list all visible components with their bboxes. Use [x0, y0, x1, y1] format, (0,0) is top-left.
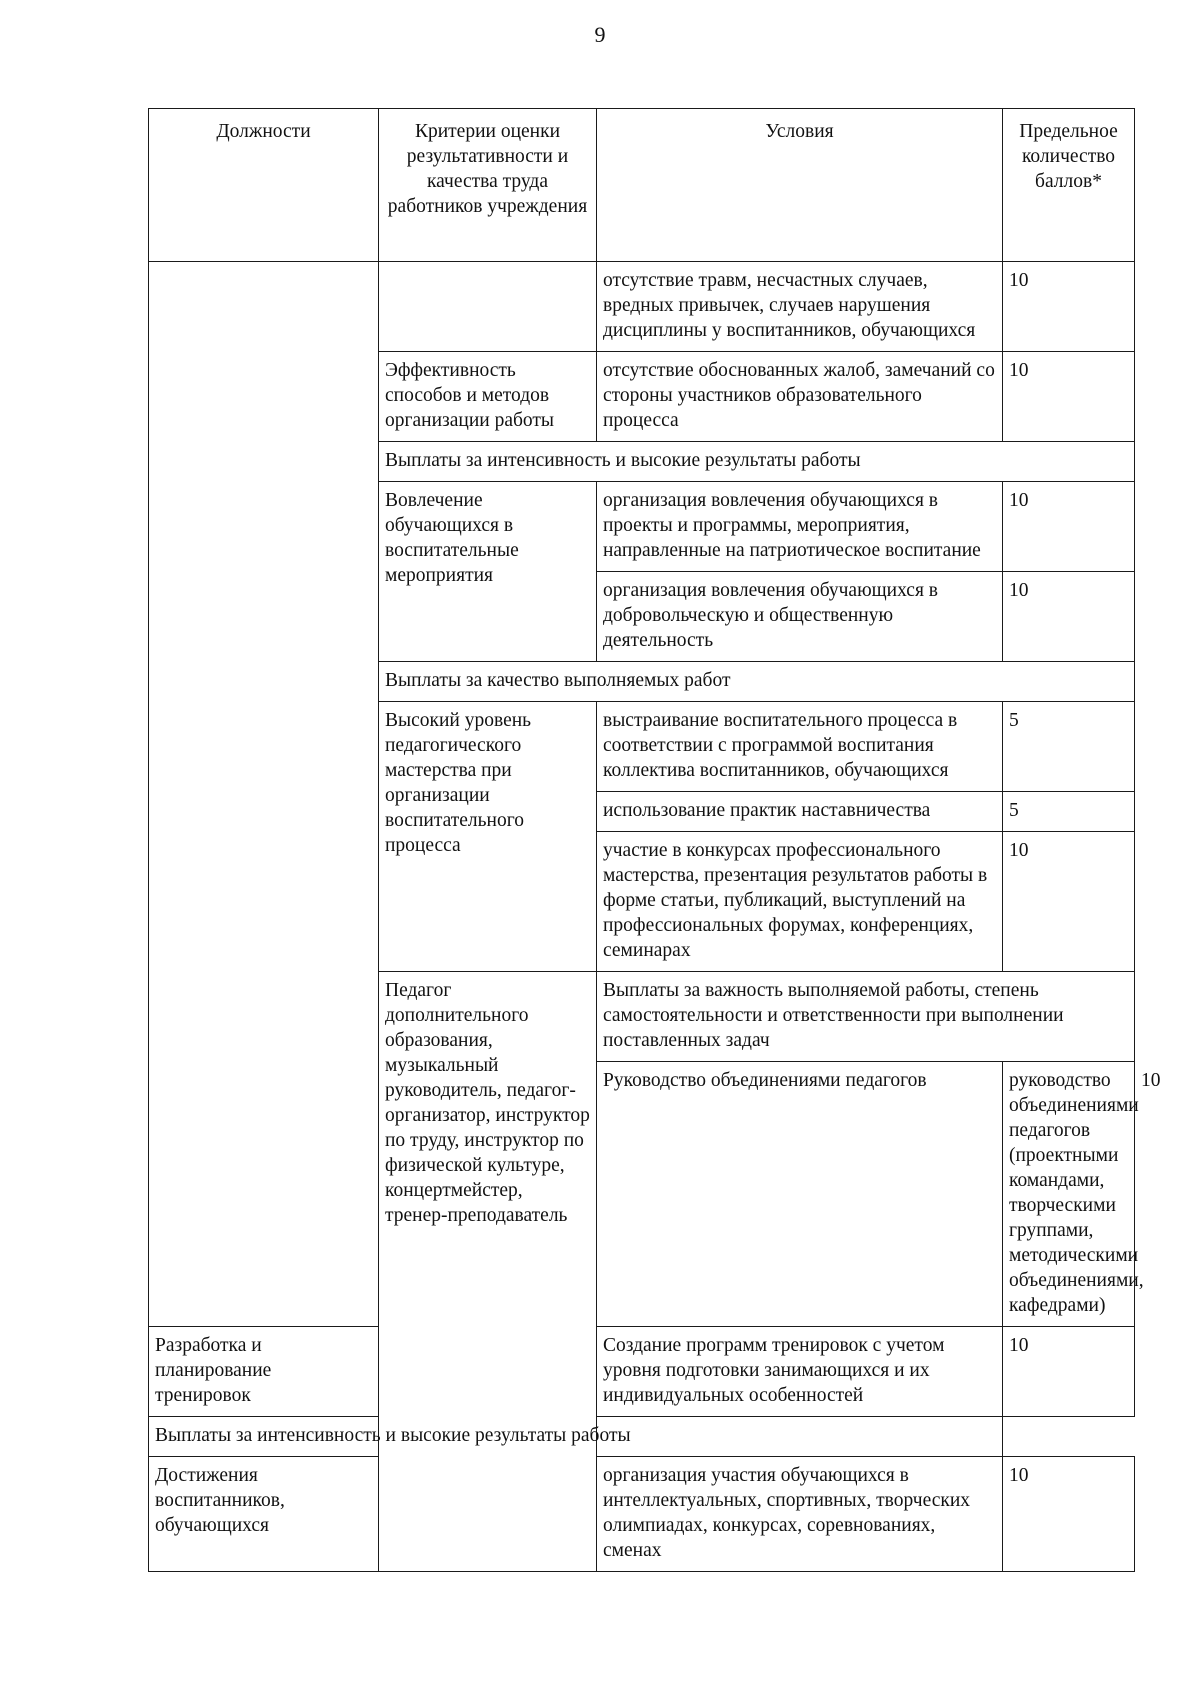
points-cell: 5	[1003, 792, 1135, 832]
table-row: Руководство объединениями педагогов руководство объединениями педагогов (проектными командами, творческими группами, методическими объединениями, кафедрами) 10	[149, 1062, 1135, 1327]
header-position: Должности	[149, 109, 379, 262]
position-cell: Педагог дополнительного образования, музыкальный руководитель, педагог-организатор, инструктор по труду, инструктор по физической культуре, концертмейстер, тренер-преподаватель	[379, 972, 597, 1572]
table-row	[149, 1327, 1135, 1417]
criterion-cell-empty	[379, 262, 597, 352]
position-cell-empty	[149, 262, 379, 1327]
points-cell: 10	[1003, 1457, 1135, 1572]
section-heading: Выплаты за важность выполняемой работы, степень самостоятельности и ответственности при выполнении поставленных задач	[597, 972, 1135, 1062]
page-number: 9	[594, 22, 606, 47]
criterion-cell: Эффективность способов и методов организации работы	[379, 352, 597, 442]
condition-cell: организация вовлечения обучающихся в проекты и программы, мероприятия, направленные на патриотическое воспитание	[597, 482, 1003, 572]
header-conditions: Условия	[597, 109, 1003, 262]
header-criteria: Критерии оценки результативности и качества труда работников учреждения	[379, 109, 597, 262]
table-row	[149, 1457, 1135, 1572]
condition-cell: организация участия обучающихся в интеллектуальных, спортивных, творческих олимпиадах, конкурсах, соревнованиях, сменах	[597, 1457, 1003, 1572]
points-cell: 10	[1003, 832, 1135, 972]
points-cell: 10	[1003, 482, 1135, 572]
section-heading: Выплаты за интенсивность и высокие результаты работы	[379, 442, 1135, 482]
criteria-table	[148, 108, 1161, 1572]
condition-cell: отсутствие травм, несчастных случаев, вредных привычек, случаев нарушения дисциплины у воспитанников, обучающихся	[597, 262, 1003, 352]
criterion-cell: Разработка и планирование тренировок	[149, 1327, 379, 1417]
criterion-cell: Достижения воспитанников, обучающихся	[149, 1457, 379, 1572]
criterion-cell: Вовлечение обучающихся в воспитательные мероприятия	[379, 482, 597, 662]
section-row	[149, 1417, 1135, 1457]
condition-cell: участие в конкурсах профессионального мастерства, презентация результатов работы в форме статьи, публикаций, выступлений на профессиональных форумах, конференциях, семинарах	[597, 832, 1003, 972]
section-heading: Выплаты за интенсивность и высокие результаты работы	[149, 1417, 1003, 1457]
condition-cell: использование практик наставничества	[597, 792, 1003, 832]
points-cell: 10	[1003, 1327, 1135, 1417]
criterion-cell: Руководство объединениями педагогов	[597, 1062, 1003, 1327]
condition-cell: организация вовлечения обучающихся в добровольческую и общественную деятельность	[597, 572, 1003, 662]
condition-cell: руководство объединениями педагогов (проектными командами, творческими группами, методическими объединениями, кафедрами)	[1003, 1062, 1135, 1327]
criterion-cell: Высокий уровень педагогического мастерства при организации воспитательного процесса	[379, 702, 597, 972]
table-row	[149, 262, 1135, 352]
condition-cell: выстраивание воспитательного процесса в соответствии с программой воспитания коллектива воспитанников, обучающихся	[597, 702, 1003, 792]
condition-cell: Создание программ тренировок с учетом уровня подготовки занимающихся и их индивидуальных особенностей	[597, 1327, 1003, 1417]
points-cell: 10	[1003, 352, 1135, 442]
points-cell: 10	[1003, 262, 1135, 352]
table-header-row	[149, 109, 1135, 262]
points-cell: 5	[1003, 702, 1135, 792]
header-points: Предельное количество баллов*	[1003, 109, 1135, 262]
condition-cell: отсутствие обоснованных жалоб, замечаний со стороны участников образовательного процесса	[597, 352, 1003, 442]
points-cell: 10	[1003, 572, 1135, 662]
section-heading: Выплаты за качество выполняемых работ	[379, 662, 1135, 702]
